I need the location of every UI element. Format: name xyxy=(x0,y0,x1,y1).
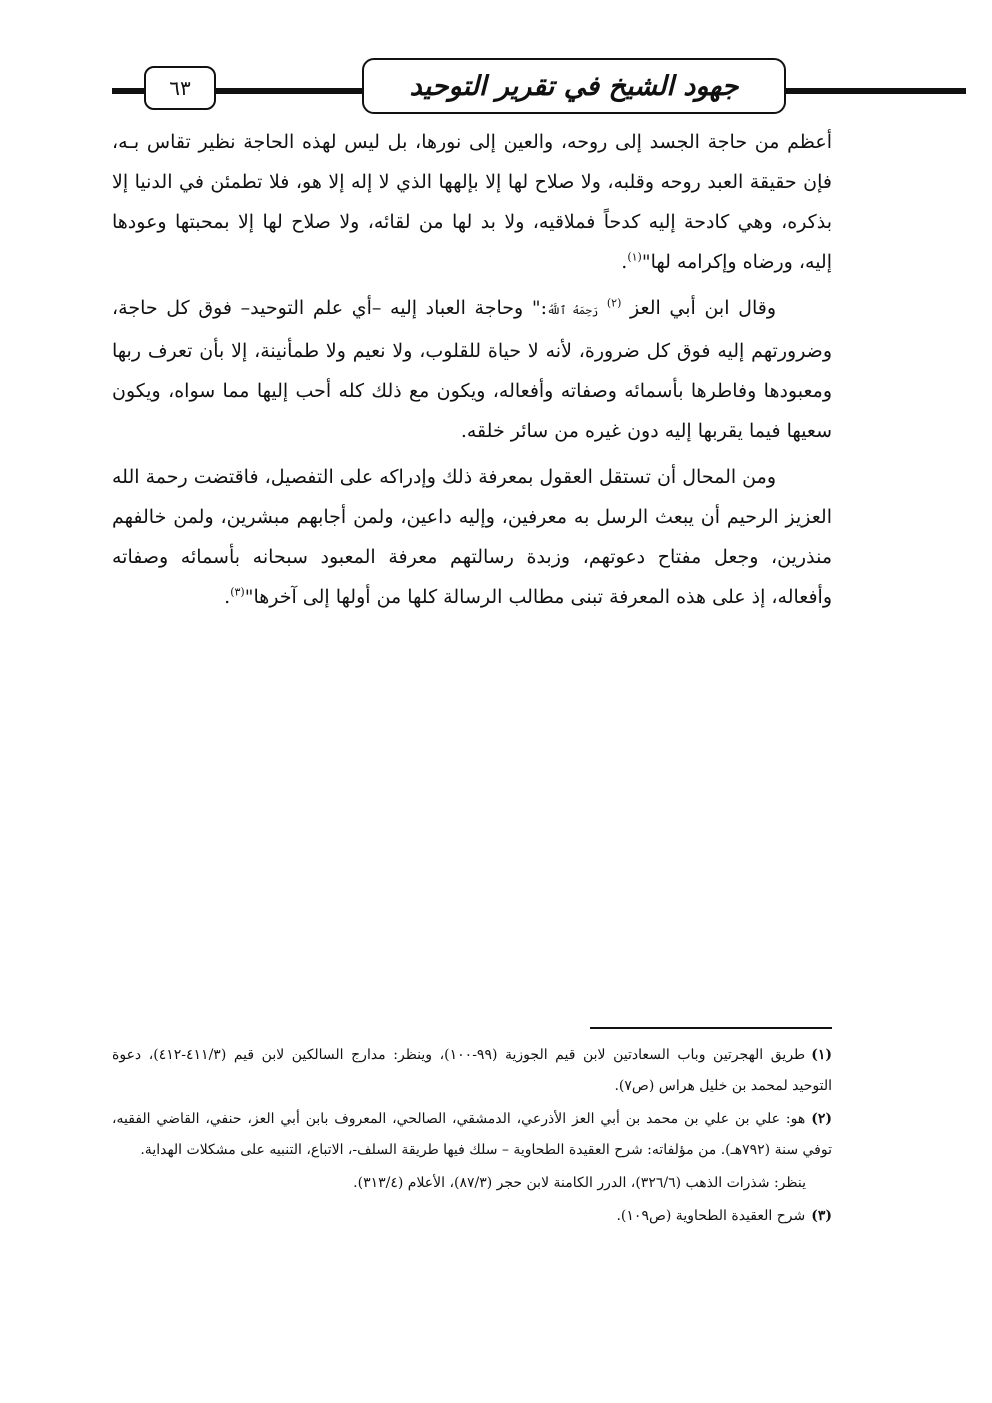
footnote-ref-1[interactable]: (١) xyxy=(627,250,642,264)
footnotes xyxy=(112,1040,832,1234)
page-number-label: ٦٣ xyxy=(169,76,191,100)
footnote-2 xyxy=(112,1104,832,1166)
main-text xyxy=(112,122,832,623)
paragraph-1-end: . xyxy=(621,251,628,273)
paragraph-2-start: وقال ابن أبي العز xyxy=(630,297,776,319)
footnote-ref-2[interactable]: (٢) xyxy=(606,296,622,310)
running-title xyxy=(362,58,786,114)
footnote-2-sources: ينظر: شذرات الذهب (٣٢٦/٦)، الدرر الكامنة لابن حجر (٨٧/٣)، الأعلام (٣١٣/٤). xyxy=(353,1175,806,1191)
paragraph-3 xyxy=(112,457,832,617)
page-number xyxy=(144,66,216,110)
footnote-divider xyxy=(590,1027,832,1029)
paragraph-2 xyxy=(112,288,832,451)
honorific-rahimahullah: رَحِمَهُ ٱللَّهُ xyxy=(546,304,599,317)
footnote-3-number: (٣) xyxy=(811,1208,832,1224)
footnote-ref-3[interactable]: (٣) xyxy=(230,585,245,599)
paragraph-1-text: أعظم من حاجة الجسد إلى روحه، والعين إلى نورها، بل ليس لهذه الحاجة نظير تقاس بـه، فإن حقيقة العبد روحه وقلبه، ولا صلاح لها إلا بإلهها الذي لا إله إلا هو، فلا تطمئن في الدنيا إلا بذكره، وهي كادحة إليه كدحاً فملاقيه، ولا بد لها من لقائه، ولا صلاح لها إلا بمحبتها وعودها إليه، ورضاه وإكرامه لها" xyxy=(112,131,832,273)
paragraph-3-end: . xyxy=(224,586,231,608)
footnote-2-number: (٢) xyxy=(811,1111,832,1127)
paragraph-3-text: ومن المحال أن تستقل العقول بمعرفة ذلك وإدراكه على التفصيل، فاقتضت رحمة الله العزيز الرحيم أن يبعث الرسل به معرفين، وإليه داعين، ولمن أجابهم مبشرين، ولمن خالفهم منذرين، وجعل مفتاح دعوتهم، وزبدة رسالتهم معرفة المعبود سبحانه بأسمائه وصفاته وأفعاله، إذ على هذه المعرفة تبنى مطالب الرسالة كلها من أولها إلى آخرها" xyxy=(112,466,832,608)
footnote-1 xyxy=(112,1040,832,1102)
paragraph-1 xyxy=(112,122,832,282)
footnote-2-text: هو: علي بن علي بن محمد بن أبي العز الأذرعي، الدمشقي، الصالحي، المعروف بابن أبي العز، حنفي، القاضي الفقيه، توفي سنة (٧٩٢هـ). من مؤلفاته: شرح العقيدة الطحاوية – سلك فيها طريقة السلف-، الاتباع، التنبيه على مشكلات الهداية. xyxy=(112,1111,832,1158)
footnote-1-number: (١) xyxy=(811,1047,832,1063)
footnote-3 xyxy=(112,1201,832,1232)
footnote-3-text: شرح العقيدة الطحاوية (ص١٠٩). xyxy=(616,1208,806,1224)
footnote-1-text: طريق الهجرتين وباب السعادتين لابن قيم الجوزية (٩٩-١٠٠)، وينظر: مدارج السالكين لابن قيم (٤١١/٣-٤١٢)، دعوة التوحيد لمحمد بن خليل هراس (ص٧). xyxy=(112,1047,832,1094)
paragraph-2-rest: :" وحاجة العباد إليه –أي علم التوحيد– فوق كل حاجة، وضرورتهم إليه فوق كل ضرورة، لأنه لا حياة للقلوب، ولا نعيم ولا طمأنينة، إلا بأن تعرف ربها ومعبودها وفاطرها بأسمائه وصفاته وأفعاله، ويكون مع ذلك كله أحب إليها مما سواه، ويكون سعيها فيما يقربها إليه دون غيره من سائر خلقه. xyxy=(112,297,832,442)
running-title-text: جهود الشيخ في تقرير التوحيد xyxy=(409,70,739,102)
